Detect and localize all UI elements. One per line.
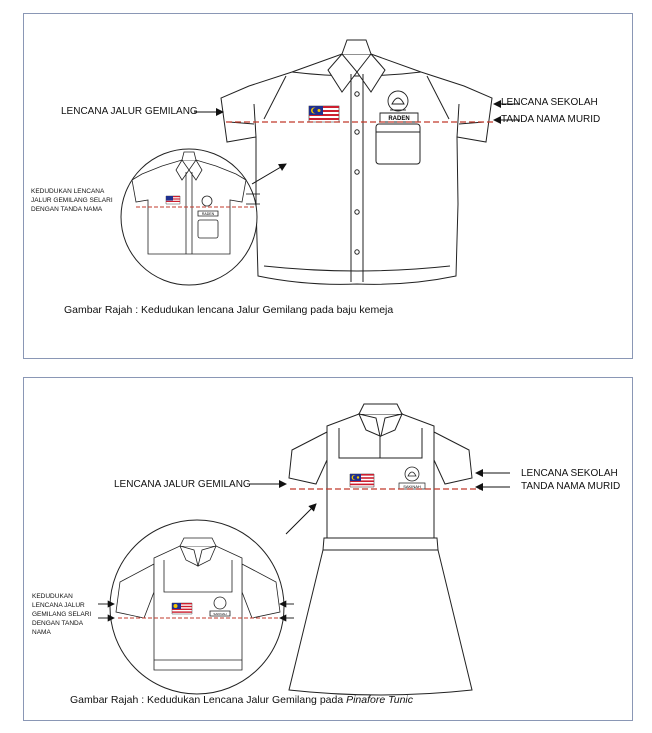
name-tag-large-text: RADEN — [388, 116, 410, 122]
malaysia-flag-icon — [166, 196, 180, 204]
name-tag-large-text: SAKINAH — [403, 484, 421, 489]
pinafore-main-drawing — [289, 404, 472, 695]
label-school-badge: LENCANA SEKOLAH — [521, 468, 618, 479]
shirt-diagram-panel — [23, 13, 633, 359]
school-badge-icon — [405, 467, 419, 481]
label-name-tag: TANDA NAMA MURID — [521, 481, 621, 492]
label-flag-badge: LENCANA JALUR GEMILANG — [114, 479, 251, 490]
label-name-tag: TANDA NAMA MURID — [501, 114, 601, 125]
inset-note: KEDUDUKAN LENCANA JALUR GEMILANG SELARI DENGAN TANDA NAMA — [31, 188, 113, 213]
malaysia-flag-icon — [350, 474, 374, 487]
figure-caption — [70, 694, 413, 706]
figure-caption-italic: Pinafore Tunic — [346, 694, 414, 706]
school-badge-icon — [388, 91, 408, 111]
pinafore-diagram-panel — [23, 377, 633, 721]
label-flag-badge: LENCANA JALUR GEMILANG — [61, 106, 198, 117]
name-tag-small-text: RADEN — [201, 212, 215, 216]
inset-note: KEDUDUKAN LENCANA JALUR GEMILANG SELARI DENGAN TANDA NAMA — [32, 593, 92, 636]
label-school-badge: LENCANA SEKOLAH — [501, 97, 598, 108]
arrow-icon — [286, 504, 316, 534]
figure-caption: Gambar Rajah : Kedudukan lencana Jalur Gemilang pada baju kemeja — [64, 304, 394, 316]
figure-caption-prefix: Gambar Rajah : Kedudukan Lencana Jalur Gemilang pada — [70, 694, 347, 706]
malaysia-flag-icon — [172, 603, 192, 614]
malaysia-flag-icon — [309, 106, 339, 122]
shirt-main-drawing — [221, 40, 492, 284]
name-tag-small-text: SAKINAH — [213, 612, 227, 616]
pinafore-illustration — [24, 378, 634, 722]
